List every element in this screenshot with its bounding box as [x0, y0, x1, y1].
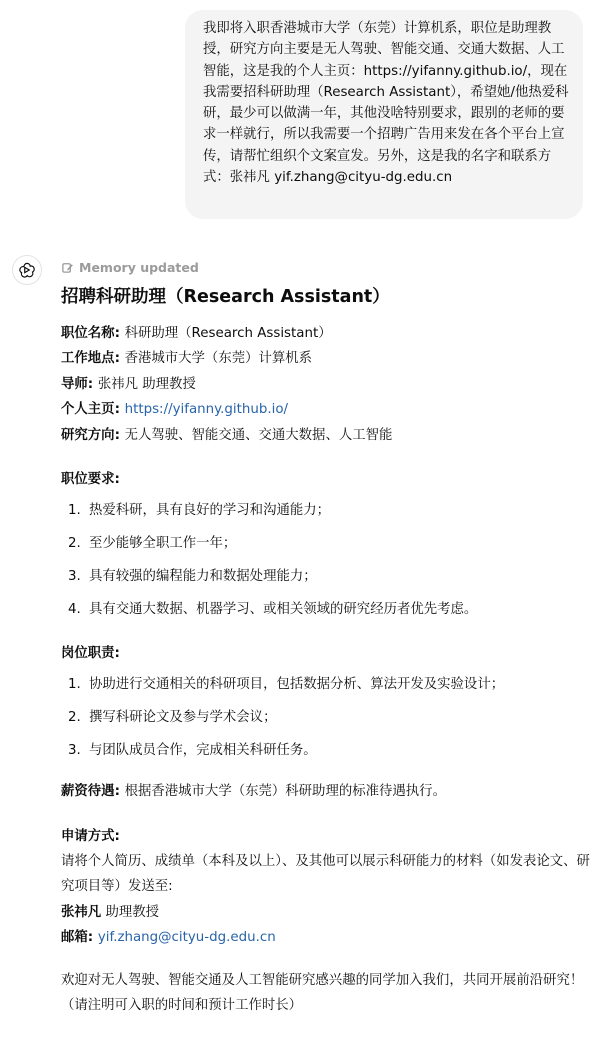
openai-logo-icon — [18, 261, 36, 279]
list-item: 1. 热爱科研，具有良好的学习和沟通能力； — [68, 503, 331, 519]
response-title: 招聘科研助理（Research Assistant） — [61, 287, 390, 307]
contact-line — [61, 900, 601, 925]
field-value: 张祎凡 助理教授 — [97, 376, 196, 392]
salary-line: 薪资待遇: 根据香港城市大学（东莞）科研助理的标准待遇执行。 — [61, 784, 446, 800]
salary-label: 薪资待遇 — [61, 784, 115, 800]
memory-updated-indicator[interactable] — [61, 258, 199, 276]
memory-status-label: Memory updated — [79, 259, 199, 275]
duties-heading: 岗位职责: — [61, 645, 120, 661]
field-research: 研究方向: 无人驾驶、智能交通、交通大数据、人工智能 — [61, 427, 393, 443]
salary-value: 根据香港城市大学（东莞）科研助理的标准待遇执行。 — [124, 784, 446, 800]
homepage-link[interactable]: https://yifanny.github.io/ — [124, 402, 289, 418]
list-item: 2. 至少能够全职工作一年； — [68, 536, 237, 552]
user-message-text: 我即将入职香港城市大学（东莞）计算机系，职位是助理教授，研究方向主要是无人驾驶、智能交通、交通大数据、人工智能，这是我的个人主页：https://yifanny.github.io/，现在我需要招科研助理（Research Assistant），希望她/他热爱科研，最少可以做满一年，其他没啥特别要求，跟别的老师的要求一样就行，所以我需要一个招聘广告用来发在各个平台上宣传，请帮忙组织个文案宣发。另外，这是我的名字和联系方式：张祎凡 yif.zhang@cityu-dg.edu.cn — [203, 21, 569, 186]
list-item: 3. 具有较强的编程能力和数据处理能力； — [68, 568, 317, 584]
field-position: 职位名称: 科研助理（Research Assistant） — [61, 326, 332, 341]
apply-heading: 申请方式: — [61, 828, 120, 844]
field-label: 职位名称 — [61, 326, 115, 341]
user-message-bubble — [185, 10, 583, 219]
requirements-heading: 职位要求: — [61, 472, 120, 488]
field-value: 科研助理（Research Assistant） — [124, 326, 332, 341]
email-link[interactable]: yif.zhang@cityu-dg.edu.cn — [97, 930, 276, 946]
note-text: （请注明可入职的时间和预计工作时长） — [61, 998, 303, 1014]
field-label: 研究方向 — [61, 427, 115, 443]
field-supervisor: 导师: 张祎凡 助理教授 — [61, 376, 196, 392]
chatgpt-logo-icon — [12, 255, 42, 285]
field-label: 导师 — [61, 376, 88, 392]
requirements-list — [61, 498, 601, 622]
list-item: 2. 撰写科研论文及参与学术会议； — [68, 710, 277, 726]
field-homepage: 个人主页: https://yifanny.github.io/ — [61, 402, 289, 418]
field-value: 无人驾驶、智能交通、交通大数据、人工智能 — [124, 427, 393, 443]
contact-name: 张祎凡 — [61, 904, 102, 920]
closing-text: 欢迎对无人驾驶、智能交通及人工智能研究感兴趣的同学加入我们，共同开展前沿研究！ — [61, 972, 584, 988]
duties-list — [61, 672, 601, 763]
list-item: 1. 协助进行交通相关的科研项目，包括数据分析、算法开发及实验设计； — [68, 677, 505, 693]
field-label: 工作地点 — [61, 351, 115, 367]
field-value: 香港城市大学（东莞）计算机系 — [124, 351, 313, 367]
email-line: 邮箱: yif.zhang@cityu-dg.edu.cn — [61, 930, 276, 946]
contact-title: 助理教授 — [105, 904, 159, 920]
email-label: 邮箱 — [61, 930, 88, 946]
field-location: 工作地点: 香港城市大学（东莞）计算机系 — [61, 351, 313, 367]
field-label: 个人主页 — [61, 402, 115, 418]
apply-text: 请将个人简历、成绩单（本科及以上）、及其他可以展示科研能力的材料（如发表论文、研究项目等）发送至: — [61, 853, 590, 895]
assistant-response — [61, 282, 601, 1018]
list-item: 3. 与团队成员合作，完成相关科研任务。 — [68, 742, 317, 758]
list-item: 4. 具有交通大数据、机器学习、或相关领域的研究经历者优先考虑。 — [68, 601, 478, 617]
memory-pencil-icon — [61, 261, 74, 274]
